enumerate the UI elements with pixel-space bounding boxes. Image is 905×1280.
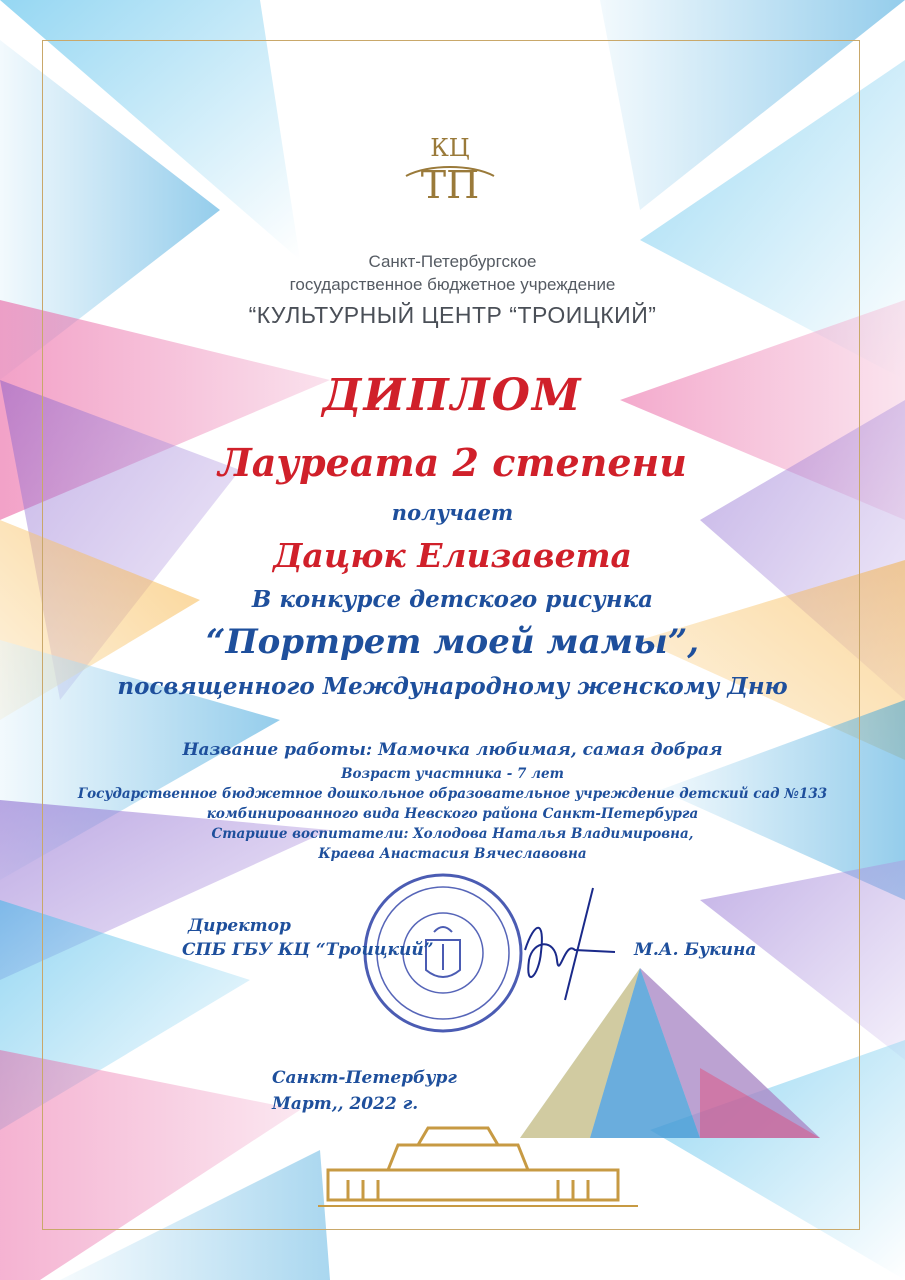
contest-dedication: посвященного Международному женскому Дню: [117, 673, 788, 700]
recipient-name: Дацюк Елизавета: [273, 536, 632, 575]
laureate-degree: Лауреата 2 степени: [218, 440, 687, 485]
director-name: М.А. Букина: [634, 940, 757, 960]
city: Санкт-Петербург: [272, 1068, 457, 1088]
institution-line-2: комбинированного вида Невского района Санкт-Петербурга: [206, 806, 699, 822]
kc-tp-logo-icon: [398, 128, 502, 214]
director-position: Директор: [188, 916, 291, 936]
receives-label: получает: [391, 500, 514, 525]
logo-monogram-top: КЦ: [430, 134, 470, 162]
participant-age: Возраст участника - 7 лет: [341, 766, 564, 782]
director-organization: СПБ ГБУ КЦ “Троицкий”: [182, 940, 434, 960]
contest-line: В конкурсе детского рисунка: [251, 586, 654, 613]
organization-name: “КУЛЬТУРНЫЙ ЦЕНТР “ТРОИЦКИЙ”: [248, 302, 657, 328]
contest-name: “Портрет моей мамы”,: [205, 622, 700, 662]
issue-date: Март,, 2022 г.: [272, 1094, 419, 1114]
logo-monogram-bottom: ТП: [420, 163, 480, 207]
organization-line-2: государственное бюджетное учреждение: [289, 275, 616, 294]
institution-line-1: Государственное бюджетное дошкольное образовательное учреждение детский сад №133: [77, 786, 828, 802]
work-title: Название работы: Мамочка любимая, самая добрая: [182, 740, 723, 760]
teachers-line-1: Старшие воспитатели: Холодова Наталья Владимировна,: [211, 826, 694, 842]
organization-line-1: Санкт-Петербургское: [368, 252, 537, 271]
diploma-title: ДИПЛОМ: [322, 370, 583, 421]
teachers-line-2: Краева Анастасия Вячеславовна: [318, 846, 587, 862]
culture-center-building-icon: [318, 1110, 638, 1210]
